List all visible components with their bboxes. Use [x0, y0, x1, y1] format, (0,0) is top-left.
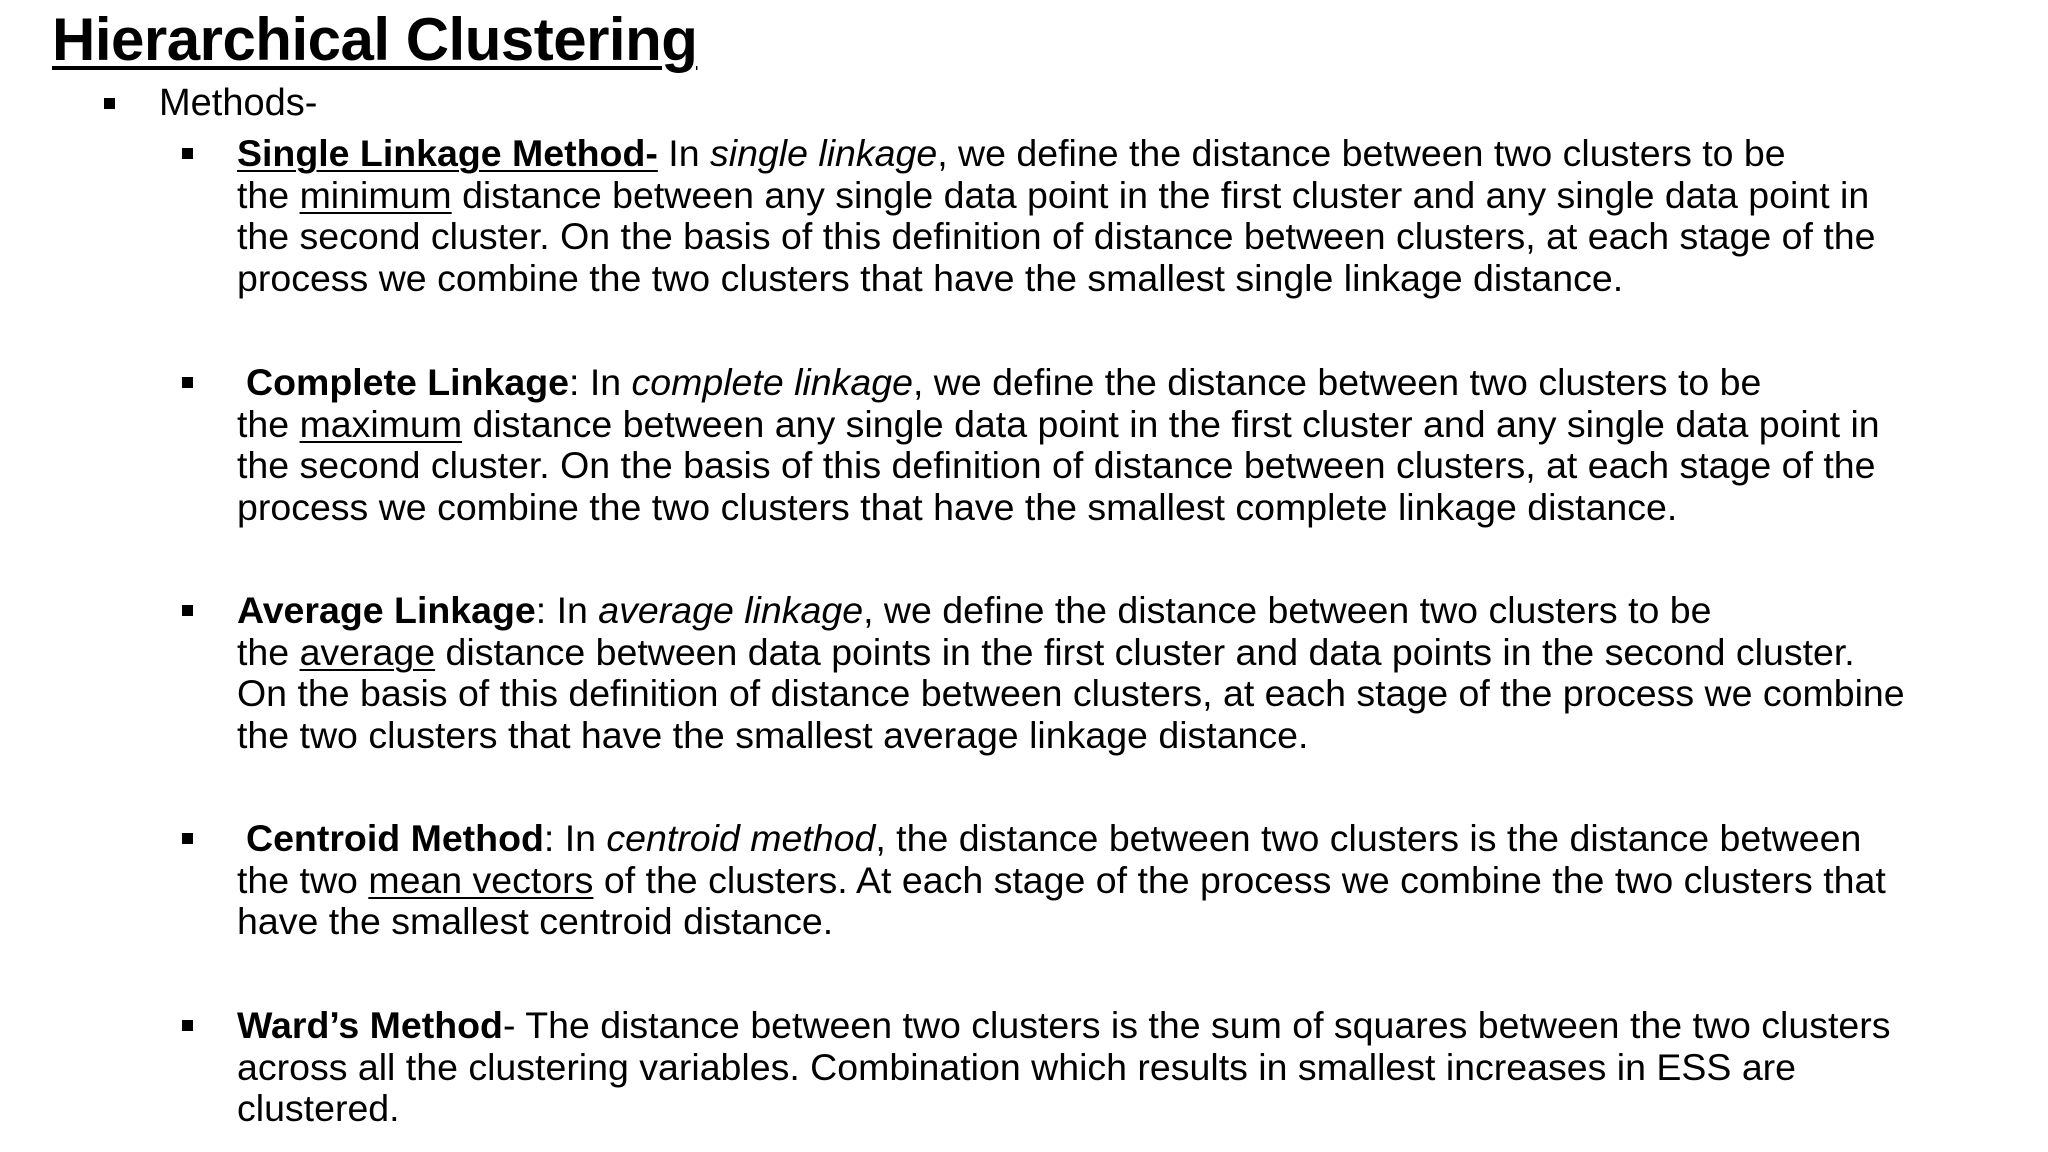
method-sep: : In: [543, 817, 607, 859]
method-description: [237, 590, 2012, 756]
method-line: On the basis of this definition of distance between clusters, at each stage of the process we combine: [237, 672, 1905, 714]
method-text: the two: [237, 858, 369, 901]
method-text: distance between any single data point in the first cluster and any single data point in: [451, 173, 1870, 216]
method-line: [237, 860, 2012, 902]
method-single-linkage: [182, 133, 2012, 299]
method-text: , we define the distance between two clusters to be: [937, 132, 1786, 174]
method-name: Centroid Method: [246, 817, 544, 859]
method-sep: : In: [535, 589, 599, 631]
square-bullet-icon: [182, 377, 193, 388]
square-bullet-icon: [182, 1020, 193, 1031]
method-line: [237, 1005, 2012, 1047]
method-text: , we define the distance between two clusters to be: [912, 361, 1762, 403]
method-description: [237, 1005, 2012, 1130]
method-line: [237, 632, 2012, 674]
method-italic-term: complete linkage: [631, 361, 913, 403]
method-description: [237, 133, 2012, 299]
method-line: process we combine the two clusters that have the smallest single linkage distance.: [237, 256, 1624, 299]
method-text: distance between data points in the first cluster and data points in the second cluster.: [435, 630, 1855, 673]
method-line: [237, 590, 2012, 632]
slide-title: Hierarchical Clustering: [52, 6, 698, 73]
method-line: [237, 133, 2012, 175]
method-line: across all the clustering variables. Combination which results in smallest increases in ESS are: [237, 1045, 1797, 1088]
method-line: [237, 818, 2012, 860]
method-italic-term: single linkage: [709, 132, 938, 174]
method-sep: In: [657, 132, 710, 174]
method-name: Average Linkage: [237, 589, 536, 631]
method-underlined-term: minimum: [299, 173, 452, 216]
method-line: the second cluster. On the basis of this definition of distance between clusters, at each stage of the: [237, 215, 1876, 257]
method-underlined-term: maximum: [299, 402, 463, 445]
method-underlined-term: mean vectors: [368, 858, 594, 901]
method-description: [237, 818, 2012, 943]
method-line: clustered.: [237, 1087, 400, 1129]
method-name: Complete Linkage: [246, 361, 569, 403]
method-line: the two clusters that have the smallest average linkage distance.: [237, 713, 1309, 756]
method-wards: [182, 1005, 2012, 1130]
method-text: the: [237, 630, 300, 673]
method-text: , the distance between two clusters is the distance between: [875, 817, 1862, 859]
method-text: of the clusters. At each stage of the process we combine the two clusters that: [593, 858, 1886, 901]
method-line: [237, 175, 2012, 217]
square-bullet-icon: [182, 148, 193, 159]
method-text: - The distance between two clusters is the sum of squares between the two clusters: [502, 1004, 1891, 1046]
method-line: the second cluster. On the basis of this definition of distance between clusters, at each stage of the: [237, 444, 1876, 486]
square-bullet-icon: [104, 98, 115, 109]
method-description: [237, 362, 2012, 528]
method-text: the: [237, 173, 300, 216]
method-average-linkage: [182, 590, 2012, 756]
method-italic-term: average linkage: [598, 589, 864, 631]
method-line: process we combine the two clusters that have the smallest complete linkage distance.: [237, 485, 1678, 528]
methods-label: Methods-: [159, 82, 318, 124]
method-line: [237, 362, 2012, 404]
method-text: distance between any single data point in the first cluster and any single data point in: [462, 402, 1880, 445]
method-centroid: [182, 818, 2012, 943]
method-complete-linkage: [182, 362, 2012, 528]
method-text: , we define the distance between two clusters to be: [863, 589, 1712, 631]
method-text: the: [237, 402, 300, 445]
methods-list-item: [104, 80, 317, 126]
square-bullet-icon: [182, 833, 193, 844]
method-italic-term: centroid method: [606, 817, 876, 859]
method-line: [237, 404, 2012, 446]
method-sep: : In: [568, 361, 632, 403]
method-underlined-term: average: [299, 630, 436, 673]
method-name: Ward’s Method: [237, 1004, 503, 1046]
square-bullet-icon: [182, 605, 193, 616]
method-name: Single Linkage Method-: [237, 132, 658, 174]
method-line: have the smallest centroid distance.: [237, 900, 834, 942]
